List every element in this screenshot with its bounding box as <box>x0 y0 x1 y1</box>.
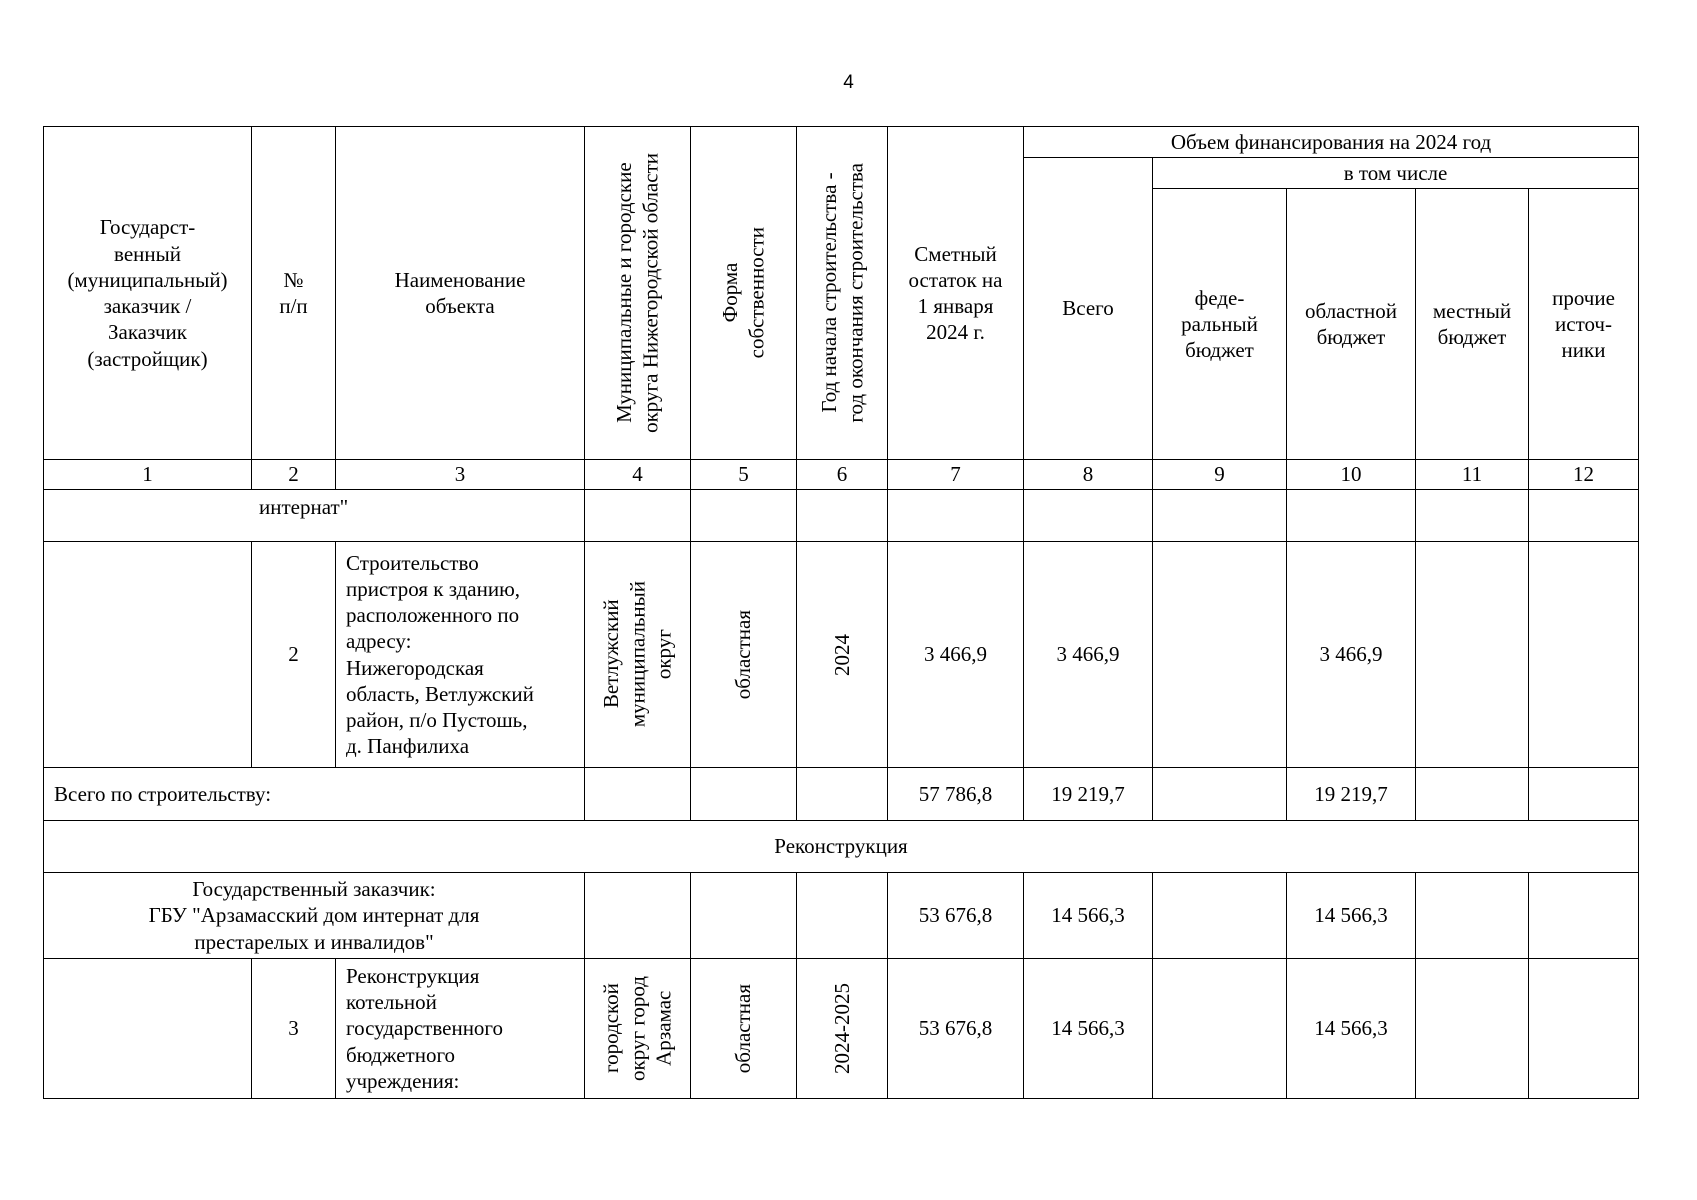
continuation-row <box>44 490 1639 542</box>
funding-regional: 19 219,7 <box>1287 768 1416 821</box>
col-number: 10 <box>1287 460 1416 490</box>
object-name: Строительство пристроя к зданию, расположенного по адресу: Нижегородская область, Ветлужский район, п/о Пустошь, д. Панфилиха <box>336 542 585 768</box>
estimate: 3 466,9 <box>888 542 1024 768</box>
funding-regional: 14 566,3 <box>1287 959 1416 1099</box>
col-number: 7 <box>888 460 1024 490</box>
section-row <box>44 821 1639 873</box>
header-other: прочие источ- ники <box>1529 189 1639 460</box>
funding-other <box>1529 959 1639 1099</box>
header-number: № п/п <box>252 127 336 460</box>
customer-row <box>44 873 1639 959</box>
funding-regional: 3 466,9 <box>1287 542 1416 768</box>
funding-local <box>1416 959 1529 1099</box>
object-name: Реконструкция котельной государственного бюджетного учреждения: <box>336 959 585 1099</box>
row-number: 3 <box>252 959 336 1099</box>
header-regional: областной бюджет <box>1287 189 1416 460</box>
funding-regional: 14 566,3 <box>1287 873 1416 959</box>
header-years: Год начала строительства - год окончания строительства <box>797 127 888 460</box>
funding-local <box>1416 873 1529 959</box>
funding-local <box>1416 768 1529 821</box>
col-number: 8 <box>1024 460 1153 490</box>
financing-table <box>43 126 1639 1099</box>
header-municipality: Муниципальные и городские округа Нижегородской области <box>585 127 691 460</box>
table-row <box>44 959 1639 1099</box>
funding-total: 19 219,7 <box>1024 768 1153 821</box>
municipality: городской округ город Арзамас <box>585 959 691 1099</box>
total-construction-row <box>44 768 1639 821</box>
header-estimate: Сметный остаток на 1 января 2024 г. <box>888 127 1024 460</box>
funding-other <box>1529 542 1639 768</box>
total-label: Всего по строительству: <box>44 768 585 821</box>
header-customer: Государст- венный (муниципальный) заказчик / Заказчик (застройщик) <box>44 127 252 460</box>
header-object-name: Наименование объекта <box>336 127 585 460</box>
funding-other <box>1529 768 1639 821</box>
col-number: 2 <box>252 460 336 490</box>
funding-federal <box>1153 542 1287 768</box>
col-number: 11 <box>1416 460 1529 490</box>
header-ownership: Форма собственности <box>691 127 797 460</box>
estimate: 53 676,8 <box>888 959 1024 1099</box>
years: 2024 <box>797 542 888 768</box>
funding-federal <box>1153 873 1287 959</box>
estimate: 53 676,8 <box>888 873 1024 959</box>
section-title: Реконструкция <box>44 821 1639 873</box>
header-total: Всего <box>1024 158 1153 460</box>
page-number: 4 <box>843 72 854 93</box>
years: 2024-2025 <box>797 959 888 1099</box>
state-customer: Государственный заказчик: ГБУ "Арзамасский дом интернат для престарелых и инвалидов" <box>44 873 585 959</box>
col-number: 1 <box>44 460 252 490</box>
table-row <box>44 542 1639 768</box>
col-number: 12 <box>1529 460 1639 490</box>
funding-federal <box>1153 959 1287 1099</box>
funding-local <box>1416 542 1529 768</box>
funding-total: 14 566,3 <box>1024 873 1153 959</box>
continuation-text: интернат" <box>44 490 585 542</box>
col-number: 3 <box>336 460 585 490</box>
header-including: в том числе <box>1153 158 1639 189</box>
funding-total: 14 566,3 <box>1024 959 1153 1099</box>
col-number: 9 <box>1153 460 1287 490</box>
header-funding: Объем финансирования на 2024 год <box>1024 127 1639 158</box>
column-numbers-row <box>44 460 1639 490</box>
funding-federal <box>1153 768 1287 821</box>
estimate: 57 786,8 <box>888 768 1024 821</box>
col-number: 4 <box>585 460 691 490</box>
ownership: областная <box>691 542 797 768</box>
header-federal: феде- ральный бюджет <box>1153 189 1287 460</box>
ownership: областная <box>691 959 797 1099</box>
col-number: 6 <box>797 460 888 490</box>
header-row-1 <box>44 127 1639 158</box>
funding-total: 3 466,9 <box>1024 542 1153 768</box>
municipality: Ветлужский муниципальный округ <box>585 542 691 768</box>
row-number: 2 <box>252 542 336 768</box>
header-local: местный бюджет <box>1416 189 1529 460</box>
funding-other <box>1529 873 1639 959</box>
col-number: 5 <box>691 460 797 490</box>
